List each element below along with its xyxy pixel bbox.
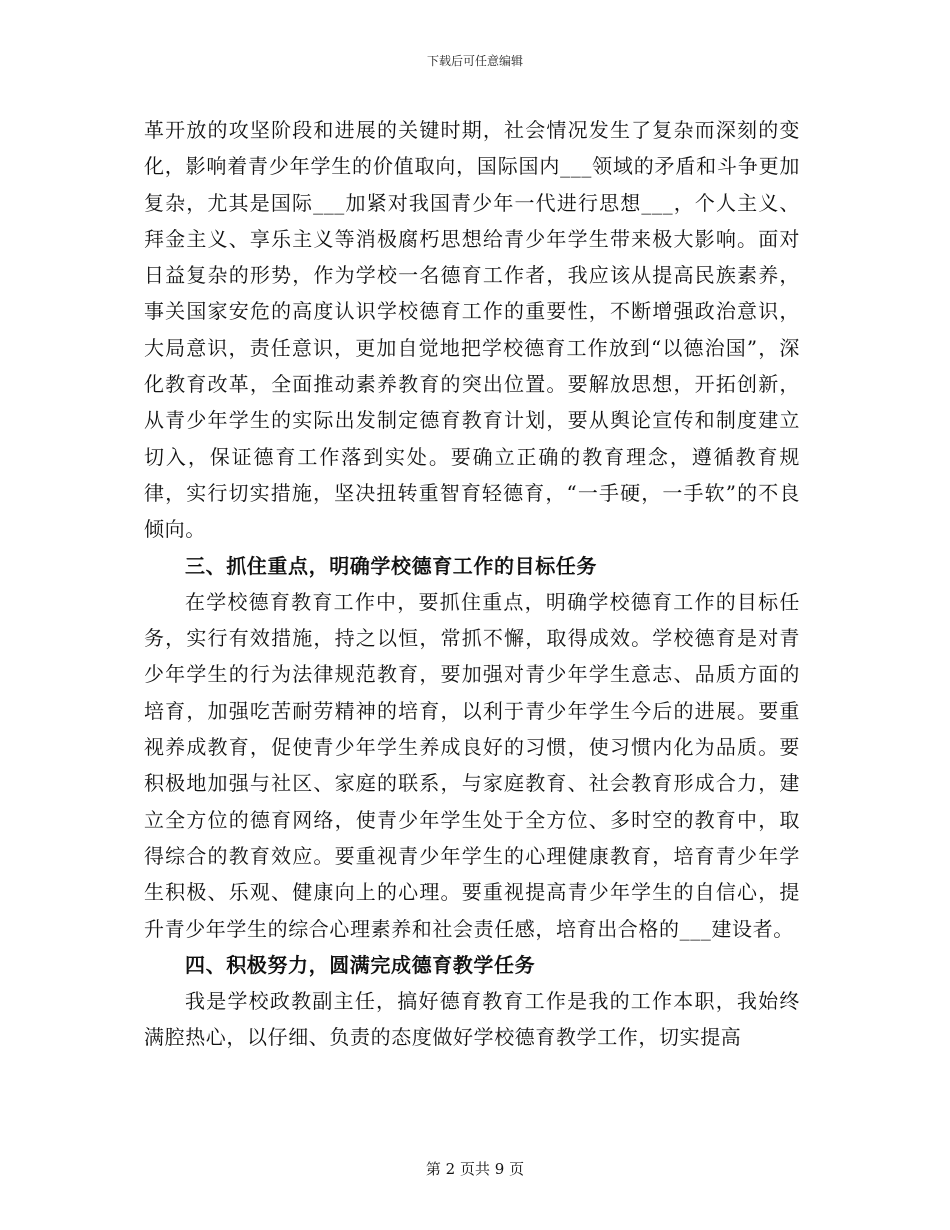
body-paragraph-2: 在学校德育教育工作中，要抓住重点，明确学校德育工作的目标任务，实行有效措施，持之以恒，常抓不懈，取得成效。学校德育是对青少年学生的行为法律规范教育，要加强对青少年学生意志、品质方面的培育，加强吃苦耐劳精神的培育，以利于青少年学生今后的进展。要重视养成教育，促使青少年学生养成良好的习惯，使习惯内化为品质。要积极地加强与社区、家庭的联系，与家庭教育、社会教育形成合力，建立全方位的德育网络，使青少年学生处于全方位、多时空的教育中，取得综合的教育效应。要重视青少年学生的心理健康教育，培育青少年学生积极、乐观、健康向上的心理。要重视提高青少年学生的自信心，提升青少年学生的综合心理素养和社会责任感，培育出合格的___建设者。 <box>144 589 800 941</box>
body-paragraph-1: 革开放的攻坚阶段和进展的关键时期，社会情况发生了复杂而深刻的变化，影响着青少年学生的价值取向，国际国内___领域的矛盾和斗争更加复杂，尤其是国际___加紧对我国青少年一代进行思想___，个人主义、拜金主义、享乐主义等消极腐朽思想给青少年学生带来极大影响。面对日益复杂的形势，作为学校一名德育工作者，我应该从提高民族素养，事关国家安危的高度认识学校德育工作的重要性，不断增强政治意识，大局意识，责任意识，更加自觉地把学校德育工作放到“以德治国”，深化教育改革，全面推动素养教育的突出位置。要解放思想，开拓创新，从青少年学生的实际出发制定德育教育计划，要从舆论宣传和制度建立切入，保证德育工作落到实处。要确立正确的教育理念，遵循教育规律，实行切实措施，坚决扭转重智育轻德育，“一手硬，一手软”的不良倾向。 <box>144 118 800 542</box>
page-number-footer: 第 2 页共 9 页 <box>425 1160 525 1178</box>
body-paragraph-3: 我是学校政教副主任，搞好德育教育工作是我的工作本职，我始终满腔热心，以仔细、负责的态度做好学校德育教学工作，切实提高 <box>144 989 800 1050</box>
page-header: 下载后可任意编辑 <box>426 54 523 68</box>
document-body <box>144 112 800 1056</box>
section-heading-4: 四、积极努力，圆满完成德育教学任务 <box>185 952 536 977</box>
section-heading-3: 三、抓住重点，明确学校德育工作的目标任务 <box>185 553 597 578</box>
